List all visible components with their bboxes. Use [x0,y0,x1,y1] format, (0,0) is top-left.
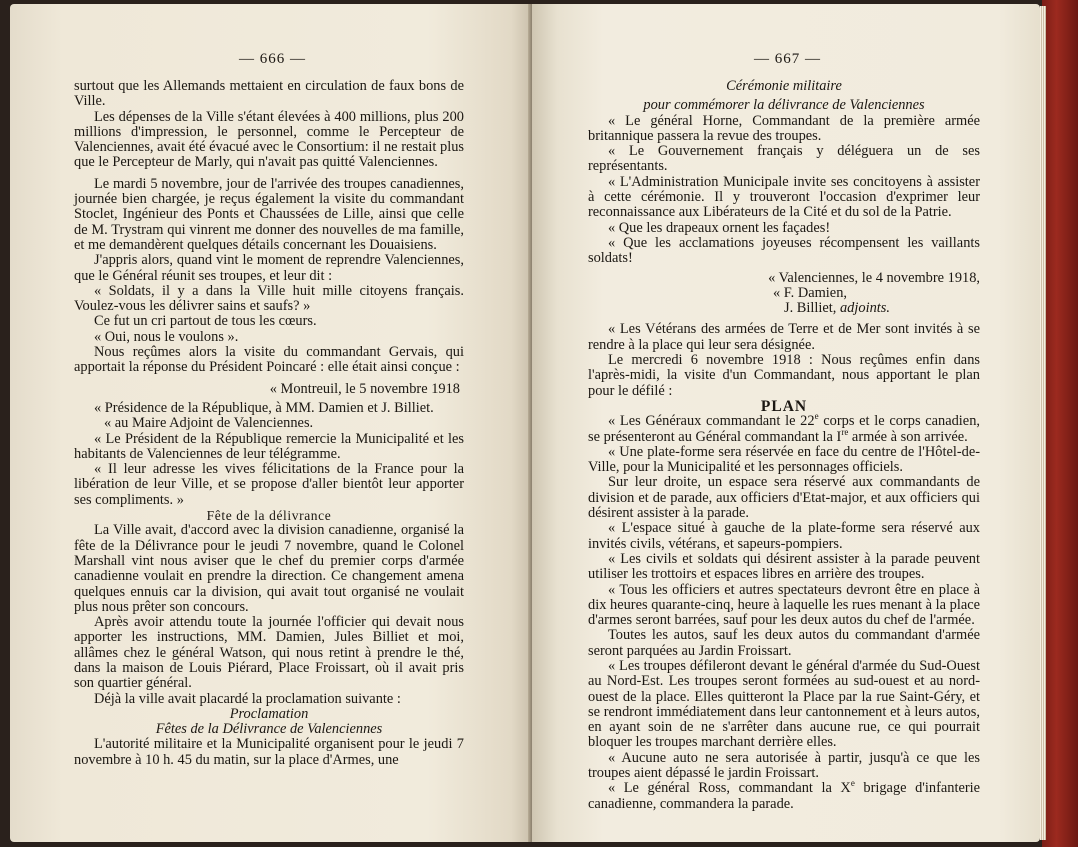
superscript: e [814,411,819,422]
paragraph: « Les civils et soldats qui désirent assister à la parade peuvent utiliser les trottoirs et espaces libres en arrière des troupes. [588,550,980,583]
superscript: re [841,426,849,437]
paragraph: « Le général Horne, Commandant de la première armée britannique passera la revue des troupes. [588,112,980,144]
paragraph: Déjà la ville avait placardé la proclamation suivante : [94,690,401,707]
paragraph: Sur leur droite, un espace sera réservé aux commandants de division et de parade, aux officiers d'Etat-major, et aux officiers qui désirent assister à la parade. [588,474,980,522]
signatory-name: « F. Damien, [773,284,847,301]
paragraph: Après avoir attendu toute la journée l'officier qui devait nous apporter les instructions, MM. Damien, Jules Billiet et moi, allâmes chez le général Watson, qui nous retint à prendre le thé, dans la maison de Louis Piérard, Place Froissart, où il avait pris son quartier général. [74,614,464,692]
paragraph: « Le Gouvernement français y déléguera un de ses représentants. [588,143,980,175]
quote-paragraph: « Oui, nous le voulons ». [94,328,239,345]
paragraph: J'appris alors, quand vint le moment de reprendre Valenciennes, que le Général réunit ses troupes, et leur dit : [74,252,464,284]
paragraph: Le mercredi 6 novembre 1918 : Nous reçûmes enfin dans l'après-midi, la visite d'un Commandant, nous apportant le plan pour le défilé : [588,352,980,399]
paragraph: Toutes les autos, sauf les deux autos du commandant d'armée seront parquées au Jardin Froissart. [588,627,980,659]
paragraph [588,778,981,812]
telegram-line: « Il leur adresse les vives félicitations de la France pour la libération de leur Ville, et se propose d'aller bientôt leur apporter ses compliments. » [74,461,464,508]
paragraph: La Ville avait, d'accord avec la division canadienne, organisé la fête de la Délivrance pour le jeudi 7 novembre, quand le Colonel Marshall vint nous aviser que le chef du premier corps d'armée canadienne voulait en prendre la direction. Ce changement amena quelques ennuis car la division, qui avait tout organisé ne voulait plus nous prêter son concours. [74,522,464,615]
paragraph: « Les troupes défileront devant le général d'armée du Sud-Ouest au Nord-Est. Les troupes seront formées au sud-ouest et au nord-ouest de la place. Elles quitteront la Place par la rue Saint-Géry, et se rendront immédiatement dans leur cantonnement et à leurs autos, en ayant soin de ne s'arrêter dans aucune rue, ce qui pourrait bloquer les troupes marchant derrière elles. [588,657,980,751]
paragraph: « Tous les officiers et autres spectateurs devront être en place à dix heures quarante-cinq, heure à laquelle les rues menant à la place d'armes seront barrées, sauf pour les deux autos du chef de l'armée. [588,581,980,629]
paragraph: Les dépenses de la Ville s'étant élevées à 400 millions, plus 200 millions d'impression, le personnel, comme le Percepteur de Valenciennes, avait été évacué avec le Consortium: il ne restait plus que le Percepteur de Marly, qui n'avait pas quitté Valenciennes. [74,108,464,171]
signatory-title: adjoints. [839,300,890,317]
telegram-line: « Le Président de la République remercie la Municipalité et les habitants de Valenciennes de leur télégramme. [74,430,464,462]
text-run: armée à son arrivée. [848,428,968,445]
paragraph: Le mardi 5 novembre, jour de l'arrivée des troupes canadiennes, journée bien chargée, je reçus également la visite du commandant Stoclet, Ingénieur des Ponts et Chaussées de Lille, ainsi que celle de M. Trystram qui vinrent me donner des nouvelles de ma famille, et me demandèrent quelques détails concernant les Douaisiens. [74,175,464,253]
right-page [532,4,1040,842]
paragraph: « Que les drapeaux ornent les façades! [608,219,831,236]
signature-line [588,301,980,316]
signatory-name: J. Billiet, [784,300,837,317]
section-subtitle: pour commémorer la délivrance de Valenciennes [643,97,925,114]
telegram-line: « au Maire Adjoint de Valenciennes. [104,415,314,432]
paragraph: surtout que les Allemands mettaient en circulation de faux bons de Ville. [74,78,464,110]
proclamation-subtitle: Fêtes de la Délivrance de Valenciennes [155,721,383,738]
text-run: corps et le corps canadien, se présenteront au Général commandant la I [588,413,980,445]
superscript: e [850,778,855,789]
paragraph [588,411,980,445]
page-number-666: — 666 — [239,51,306,67]
paragraph: « Une plate-forme sera réservée en face du centre de l'Hôtel-de-Ville, pour la Municipalité et les personnages officiels. [588,443,980,476]
section-heading: Fête de la délivrance [206,508,332,524]
left-page-text [74,79,464,768]
paragraph: « Que les acclamations joyeuses récompensent les vaillants soldats! [588,234,980,267]
plan-heading: PLAN [760,397,808,415]
paragraph: Nous reçûmes alors la visite du commandant Gervais, qui apportait la réponse du Président Poincaré : elle était ainsi conçue : [74,344,464,376]
paragraph: Ce fut un cri partout de tous les cœurs. [94,313,317,330]
paragraph: « L'espace situé à gauche de la plate-forme sera réservé aux invités civils, vétérans, et sapeurs-pompiers. [588,520,980,552]
proclamation-title: Proclamation [229,705,309,722]
paragraph: « Aucune auto ne sera autorisée à partir, jusqu'à ce que les troupes aient dépassé le jardin Froissart. [588,749,980,782]
paragraph: « L'Administration Municipale invite ses concitoyens à assister à cette cérémonie. Il y trouveront l'occasion d'exprimer leur reconnaissance aux Libérateurs de la Cité et du sol de la Patrie. [588,173,980,221]
signature-line [588,286,980,301]
left-page [10,4,532,842]
telegram-line: « Présidence de la République, à MM. Damien et J. Billiet. [94,399,434,416]
right-page-text [588,79,980,812]
page-number-667: — 667 — [754,51,821,67]
quote-paragraph: « Soldats, il y a dans la Ville huit mille citoyens français. Voulez-vous les délivrer sains et saufs? » [74,282,464,315]
paragraph: L'autorité militaire et la Municipalité organisent pour le jeudi 7 novembre à 10 h. 45 du matin, sur la place d'Armes, une [74,736,464,768]
telegram-dateline: « Montreuil, le 5 novembre 1918 [269,380,460,397]
text-run: brigage d'infanterie canadienne, commandera la parade. [588,780,981,812]
book-cover-edge [1042,0,1078,847]
paragraph: « Les Vétérans des armées de Terre et de Mer sont invités à se rendre à la place qui leur sera désignée. [588,321,980,353]
proclamation-dateline: « Valenciennes, le 4 novembre 1918, [768,269,980,286]
text-run: « Les Généraux commandant le 22 [608,413,815,430]
page-edges [1040,6,1046,840]
text-run: « Le général Ross, commandant la X [608,780,851,797]
section-title: Cérémonie militaire [726,78,842,94]
